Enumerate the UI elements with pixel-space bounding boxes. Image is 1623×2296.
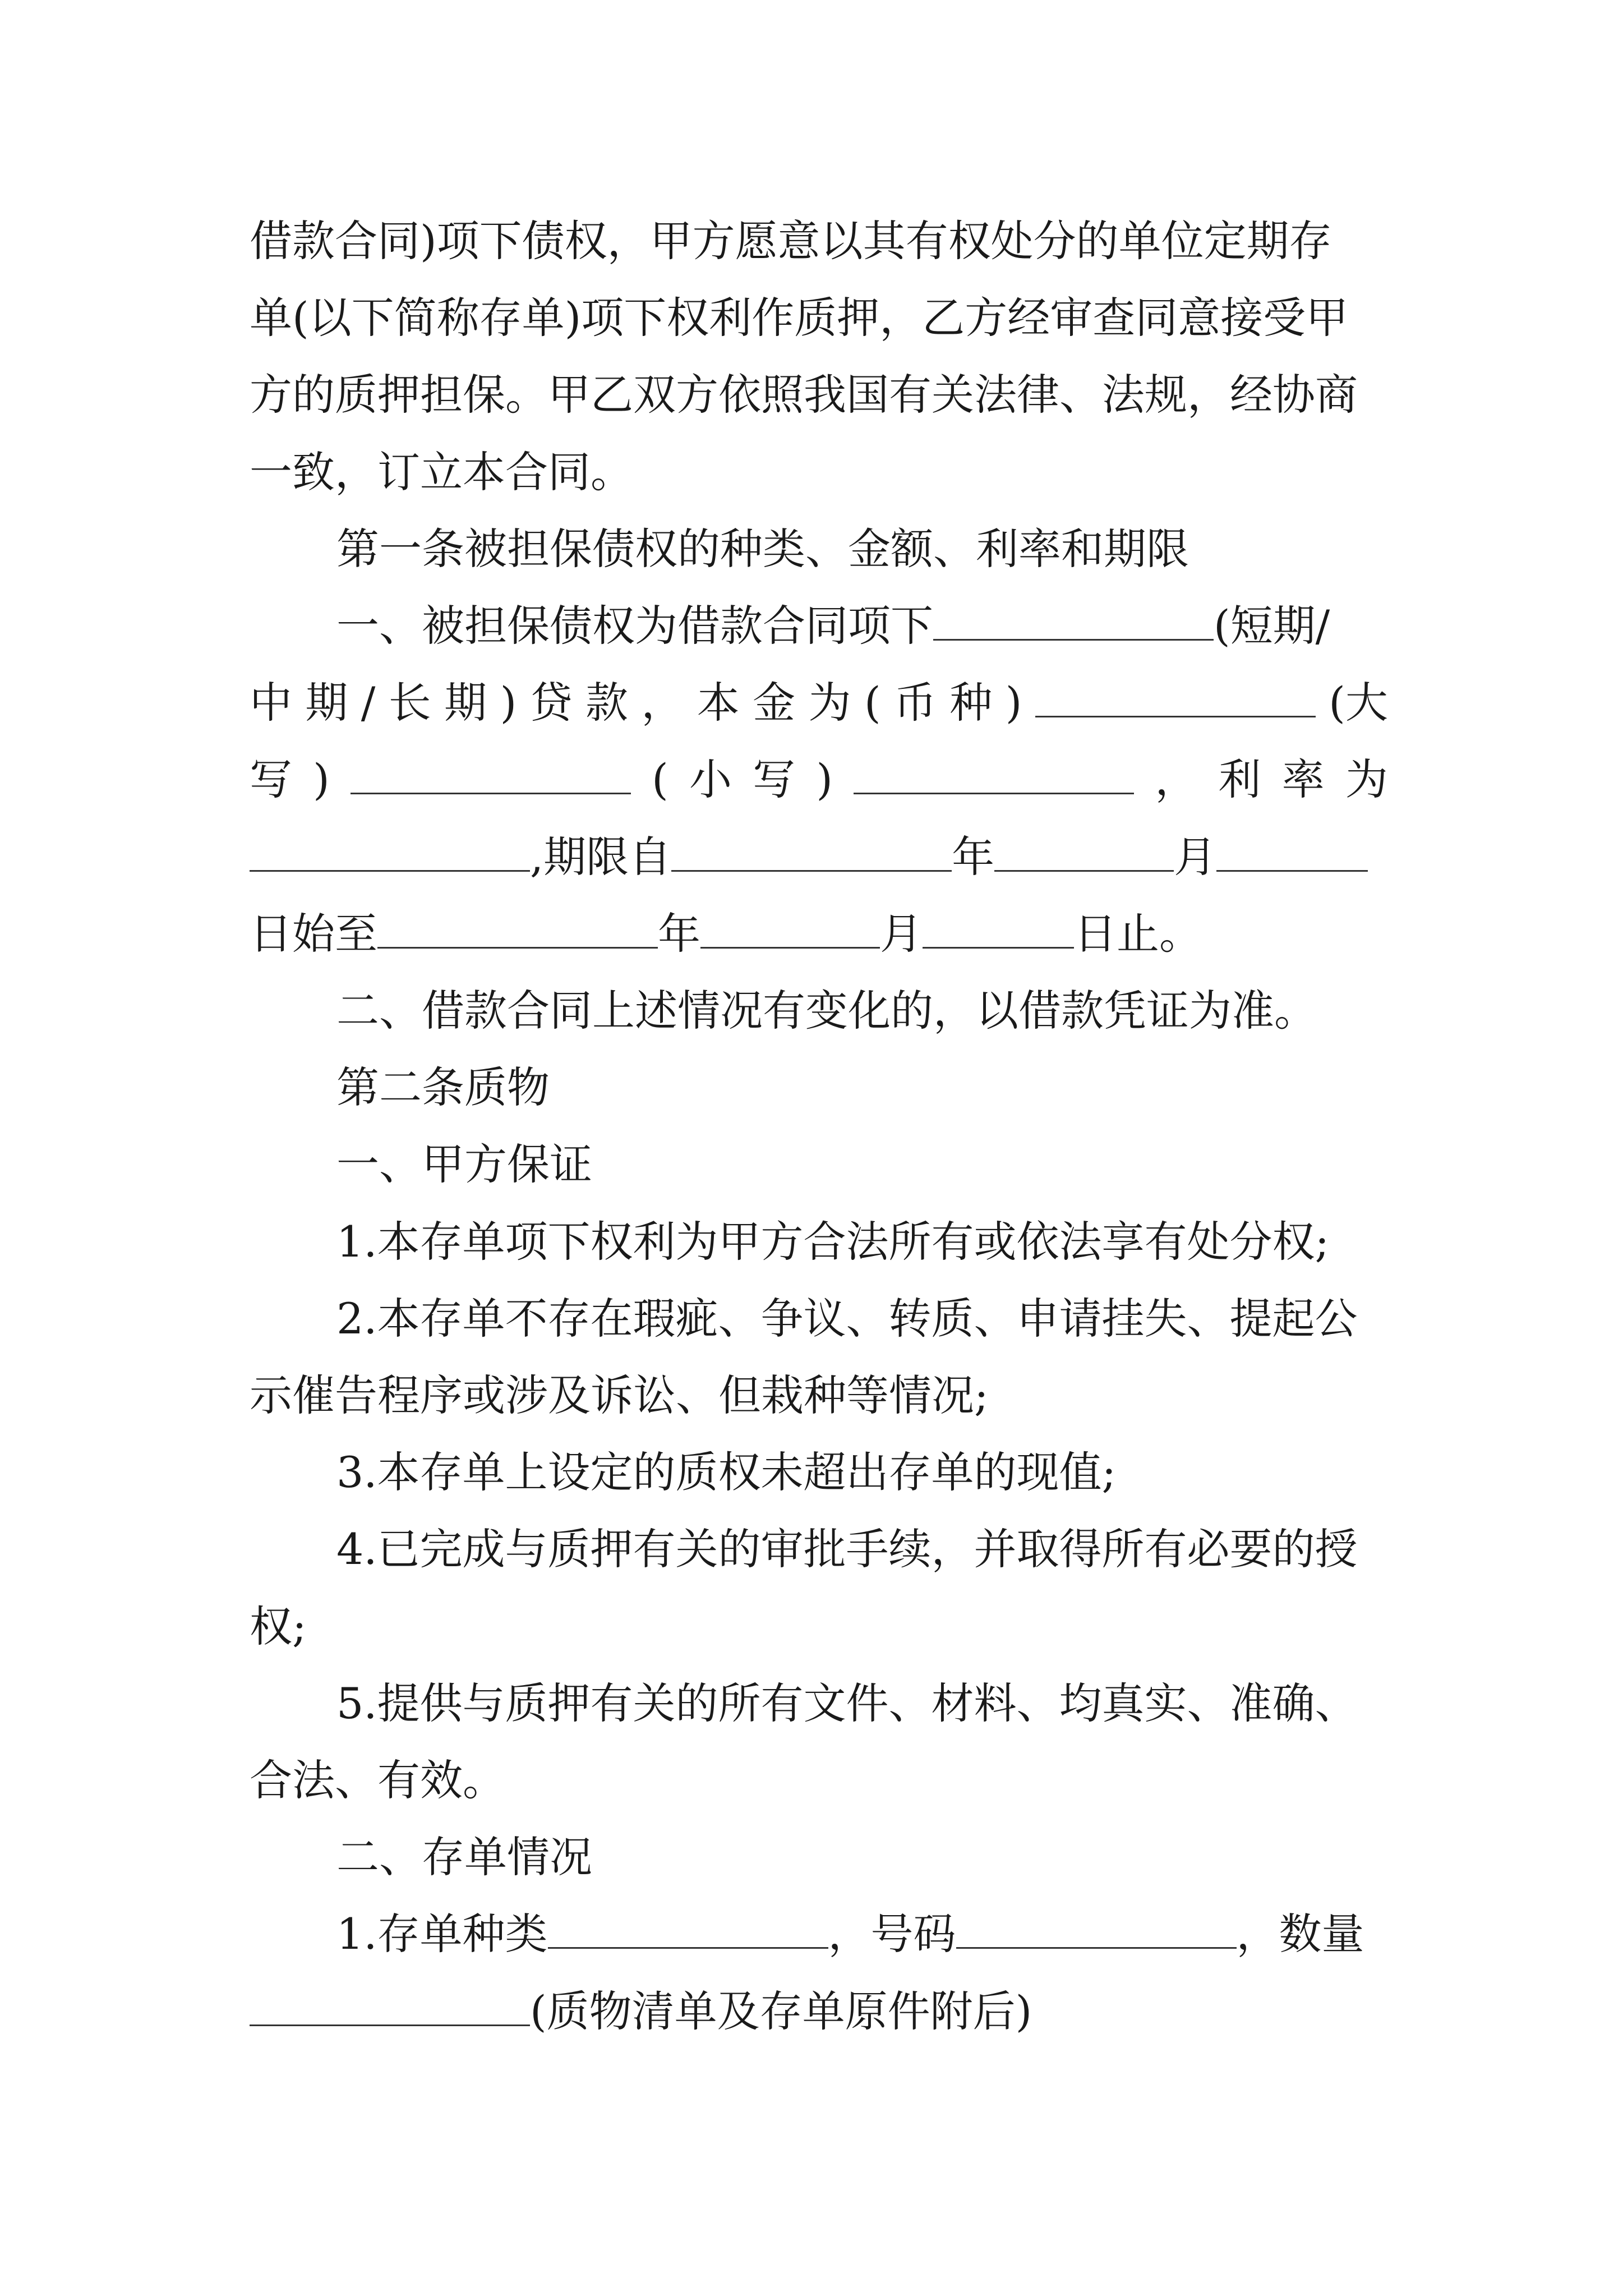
clause-text: ，号码 (828, 1909, 956, 1959)
char: 写 (753, 754, 796, 804)
char: / (361, 678, 376, 728)
fill-in-blank[interactable] (377, 908, 658, 949)
char: 率 (1281, 754, 1325, 804)
char: ) (1005, 678, 1022, 728)
fill-in-blank[interactable] (548, 1908, 828, 1949)
fill-in-blank[interactable] (250, 1985, 530, 2026)
fill-in-blank[interactable] (956, 1908, 1237, 1949)
fill-in-blank[interactable] (994, 831, 1174, 872)
char: 期 (305, 678, 348, 728)
char: 币 (894, 678, 937, 728)
clause-line (336, 598, 1388, 654)
char: ) (313, 754, 330, 804)
clause-text: (质物清单及存单原件附后) (530, 1986, 1032, 2036)
clause-line (250, 829, 1388, 885)
clause-line (250, 752, 1388, 808)
char: 贷 (529, 678, 573, 728)
char: 期 (444, 678, 487, 728)
fill-in-blank[interactable] (250, 831, 530, 872)
char: ， (1155, 754, 1198, 804)
clause-text: 月 (1174, 832, 1217, 882)
char: ， (641, 678, 684, 728)
article-heading: 第二条质物 (336, 1062, 550, 1112)
list-item-continued: 合法、有效。 (250, 1755, 505, 1805)
clause-text: 月 (880, 909, 923, 959)
char: 为 (1345, 754, 1388, 804)
clause-line (250, 906, 1388, 962)
clause-text: 年 (952, 832, 995, 882)
clause-text: ,期限自 (530, 832, 672, 882)
fill-in-blank[interactable] (933, 600, 1214, 641)
list-item: 3.本存单上设定的质权未超出存单的现值; (336, 1447, 1117, 1497)
clause-text: ，数量 (1236, 1909, 1364, 1959)
char: 长 (388, 678, 431, 728)
char: ) (500, 678, 517, 728)
char: ( (652, 754, 668, 804)
list-item: 5.提供与质押有关的所有文件、材料、均真实、准确、 (336, 1678, 1358, 1728)
paragraph-line: 单(以下简称存单)项下权利作质押，乙方经审查同意接受甲 (250, 293, 1349, 343)
char: ( (864, 678, 881, 728)
clause-line (250, 675, 1388, 731)
list-item-continued: 权; (250, 1602, 307, 1651)
clause-text: (短期/ (1214, 601, 1330, 651)
char: ) (816, 754, 833, 804)
list-item: 2.本存单不存在瑕疵、争议、转质、申请挂失、提起公 (336, 1294, 1358, 1343)
list-item-continued: 示催告程序或涉及诉讼、但栽种等情况; (250, 1370, 989, 1420)
clause-line: 二、借款合同上述情况有变化的，以借款凭证为准。 (336, 986, 1317, 1036)
char: 种 (949, 678, 993, 728)
fill-in-blank[interactable] (923, 908, 1074, 949)
char: 写 (250, 754, 292, 804)
list-item: 4.已完成与质押有关的审批手续，并取得所有必要的授 (336, 1524, 1358, 1574)
list-item-continued (250, 1984, 1388, 2040)
list-item: 1.本存单项下权利为甲方合法所有或依法享有处分权; (336, 1217, 1330, 1267)
fill-in-blank[interactable] (351, 753, 631, 794)
char: 金 (753, 678, 796, 728)
clause-text: 日止。 (1074, 909, 1202, 959)
char: 利 (1218, 754, 1261, 804)
char: 本 (697, 678, 740, 728)
fill-in-blank[interactable] (854, 753, 1134, 794)
clause-text: 一、被担保债权为借款合同项下 (336, 601, 933, 651)
clause-text: 1.存单种类 (336, 1909, 548, 1959)
section-heading: 二、存单情况 (336, 1832, 592, 1882)
list-item (336, 1906, 1388, 1962)
fill-in-blank[interactable] (1216, 831, 1368, 872)
article-heading: 第一条被担保债权的种类、金额、利率和期限 (336, 524, 1189, 574)
paragraph-line: 一致，订立本合同。 (250, 447, 633, 497)
fill-in-blank[interactable] (1035, 677, 1316, 717)
char: 中 (250, 678, 292, 728)
paragraph-line: 方的质押担保。甲乙双方依照我国有关法律、法规，经协商 (250, 370, 1358, 420)
clause-text: 日始至 (250, 909, 377, 959)
char: 为 (808, 678, 851, 728)
fill-in-blank[interactable] (700, 908, 880, 949)
char: 小 (689, 754, 732, 804)
section-heading: 一、甲方保证 (336, 1139, 592, 1189)
fill-in-blank[interactable] (671, 831, 952, 872)
paragraph-line: 借款合同)项下债权，甲方愿意以其有权处分的单位定期存 (250, 216, 1332, 266)
char: (大 (1329, 678, 1388, 728)
clause-text: 年 (658, 909, 700, 959)
char: 款 (585, 678, 628, 728)
